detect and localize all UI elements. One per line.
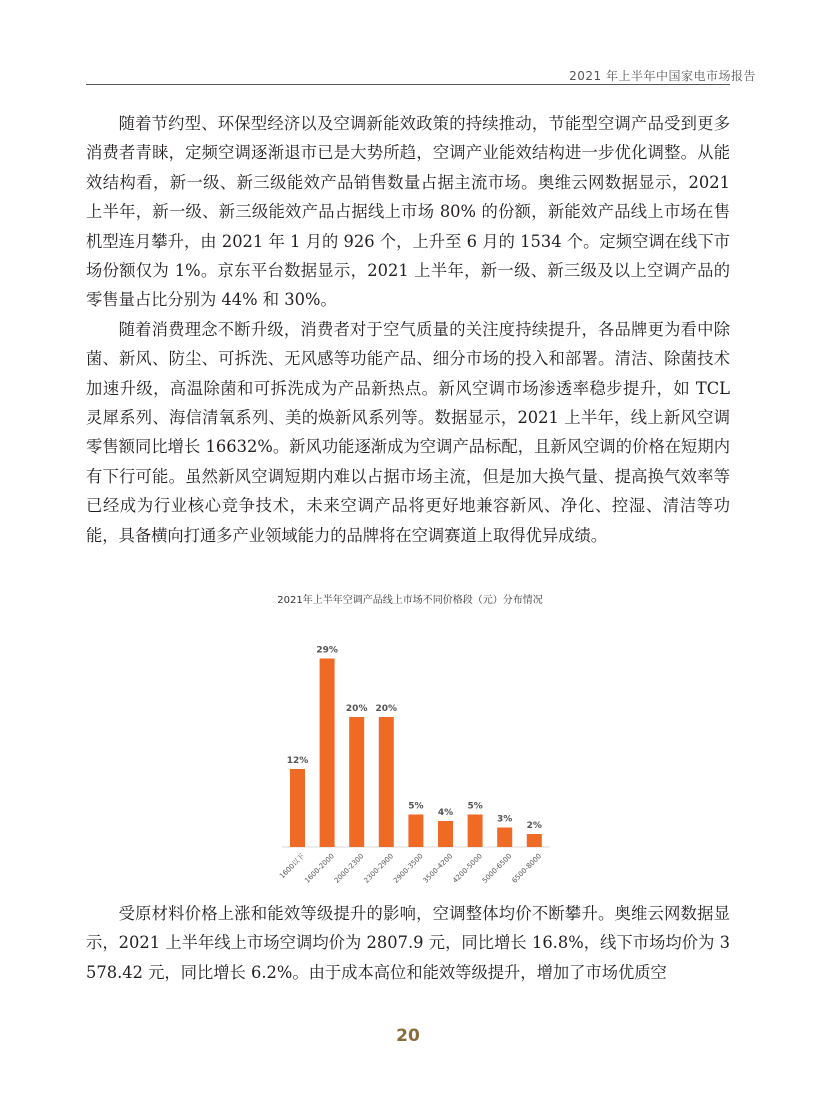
header-divider bbox=[86, 84, 730, 85]
data-label-4200-5000: 5% bbox=[467, 801, 483, 812]
tick-label-5000-6500: 5000-6500 bbox=[480, 852, 514, 885]
chart-title: 2021年上半年空调产品线上市场不同价格段（元）分布情况 bbox=[277, 595, 543, 606]
data-label-2000-2300: 20% bbox=[345, 704, 368, 714]
bar-3500-4200 bbox=[438, 821, 453, 847]
data-label-3500-4200: 4% bbox=[437, 808, 454, 818]
tick-label-2000-2300: 2000-2300 bbox=[332, 852, 366, 885]
data-label-1600-2000: 29% bbox=[316, 645, 338, 656]
bar-2900-3500 bbox=[408, 815, 423, 848]
data-label-5000-6500: 3% bbox=[497, 814, 513, 825]
data-label-2300-2900: 20% bbox=[375, 704, 398, 714]
paragraph-3: 受原材料价格上涨和能效等级提升的影响，空调整体均价不断攀升。奥维云网数据显示，2021 上半年线上市场空调均价为 2807.9 元，同比增长 16.8%，线下市场均价为 3578.42 元，同比增长 6.2%。由于成本高位和能效等级提升，增加了市场优质空 bbox=[86, 904, 730, 982]
body-text bbox=[86, 109, 730, 550]
tick-label-2900-3500: 2900-3500 bbox=[392, 852, 425, 885]
running-header: 2021 年上半年中国家电市场报告 bbox=[569, 69, 756, 83]
paragraph-2: 随着消费理念不断升级，消费者对于空气质量的关注度持续提升，各品牌更为看中除菌、新风、防尘、可拆洗、无风感等功能产品、细分市场的投入和部署。清洁、除菌技术加速升级，高温除菌和可拆洗成为产品新热点。新风空调市场渗透率稳步提升，如 TCL 灵犀系列、海信清氧系列、美的焕新风系列等。数据显示，2021 上半年，线上新风空调零售额同比增长 16632%。新风功能逐渐成为空调产品标配，且新风空调的价格在短期内有下行可能。虽然新风空调短期内难以占据市场主流，但是加大换气量、提高换气效率等已经成为行业核心竞争技术，未来空调产品将更好地兼容新风、净化、控湿、清洁等功能，具备横向打通多产业领域能力的品牌将在空调赛道上取得优异成绩。 bbox=[86, 319, 730, 545]
tick-label-1600-2000: 1600-2000 bbox=[303, 852, 336, 885]
body-text-continued bbox=[86, 899, 730, 987]
paragraph-1: 随着节约型、环保型经济以及空调新能效政策的持续推动，节能型空调产品受到更多消费者青睐，定频空调逐渐退市已是大势所趋，空调产业能效结构进一步优化调整。从能效结构看，新一级、新三级能效产品销售数量占据主流市场。奥维云网数据显示，2021 上半年，新一级、新三级能效产品占据线上市场 80% 的份额，新能效产品线上市场在售机型连月攀升，由 2021 年 1 月的 926 个，上升至 6 月的 1534 个。定频空调在线下市场份额仅为 1%。京东平台数据显示，2021 上半年，新一级、新三级及以上空调产品的零售量占比分别为 44% 和 30%。 bbox=[86, 114, 730, 310]
tick-label-4200-5000: 4200-5000 bbox=[451, 852, 484, 885]
bar-chart-canvas bbox=[160, 585, 660, 895]
data-label-6500-8000: 2% bbox=[526, 821, 542, 831]
page-number: 20 bbox=[396, 1026, 420, 1046]
bar-6500-8000 bbox=[527, 834, 542, 847]
bar-2000-2300 bbox=[349, 717, 364, 847]
bar-1600-2000 bbox=[320, 659, 335, 848]
bar-1600以下 bbox=[290, 769, 305, 847]
data-label-1600以下: 12% bbox=[286, 756, 309, 766]
tick-label-6500-8000: 6500-8000 bbox=[510, 852, 544, 885]
tick-label-2300-2900: 2300-2900 bbox=[362, 852, 396, 885]
price-distribution-chart bbox=[160, 585, 660, 895]
data-label-2900-3500: 5% bbox=[408, 801, 424, 812]
bar-2300-2900 bbox=[379, 717, 394, 847]
tick-label-3500-4200: 3500-4200 bbox=[421, 852, 455, 885]
bar-5000-6500 bbox=[497, 828, 512, 848]
tick-label-1600以下: 1600以下 bbox=[278, 852, 307, 881]
bar-4200-5000 bbox=[468, 815, 483, 848]
